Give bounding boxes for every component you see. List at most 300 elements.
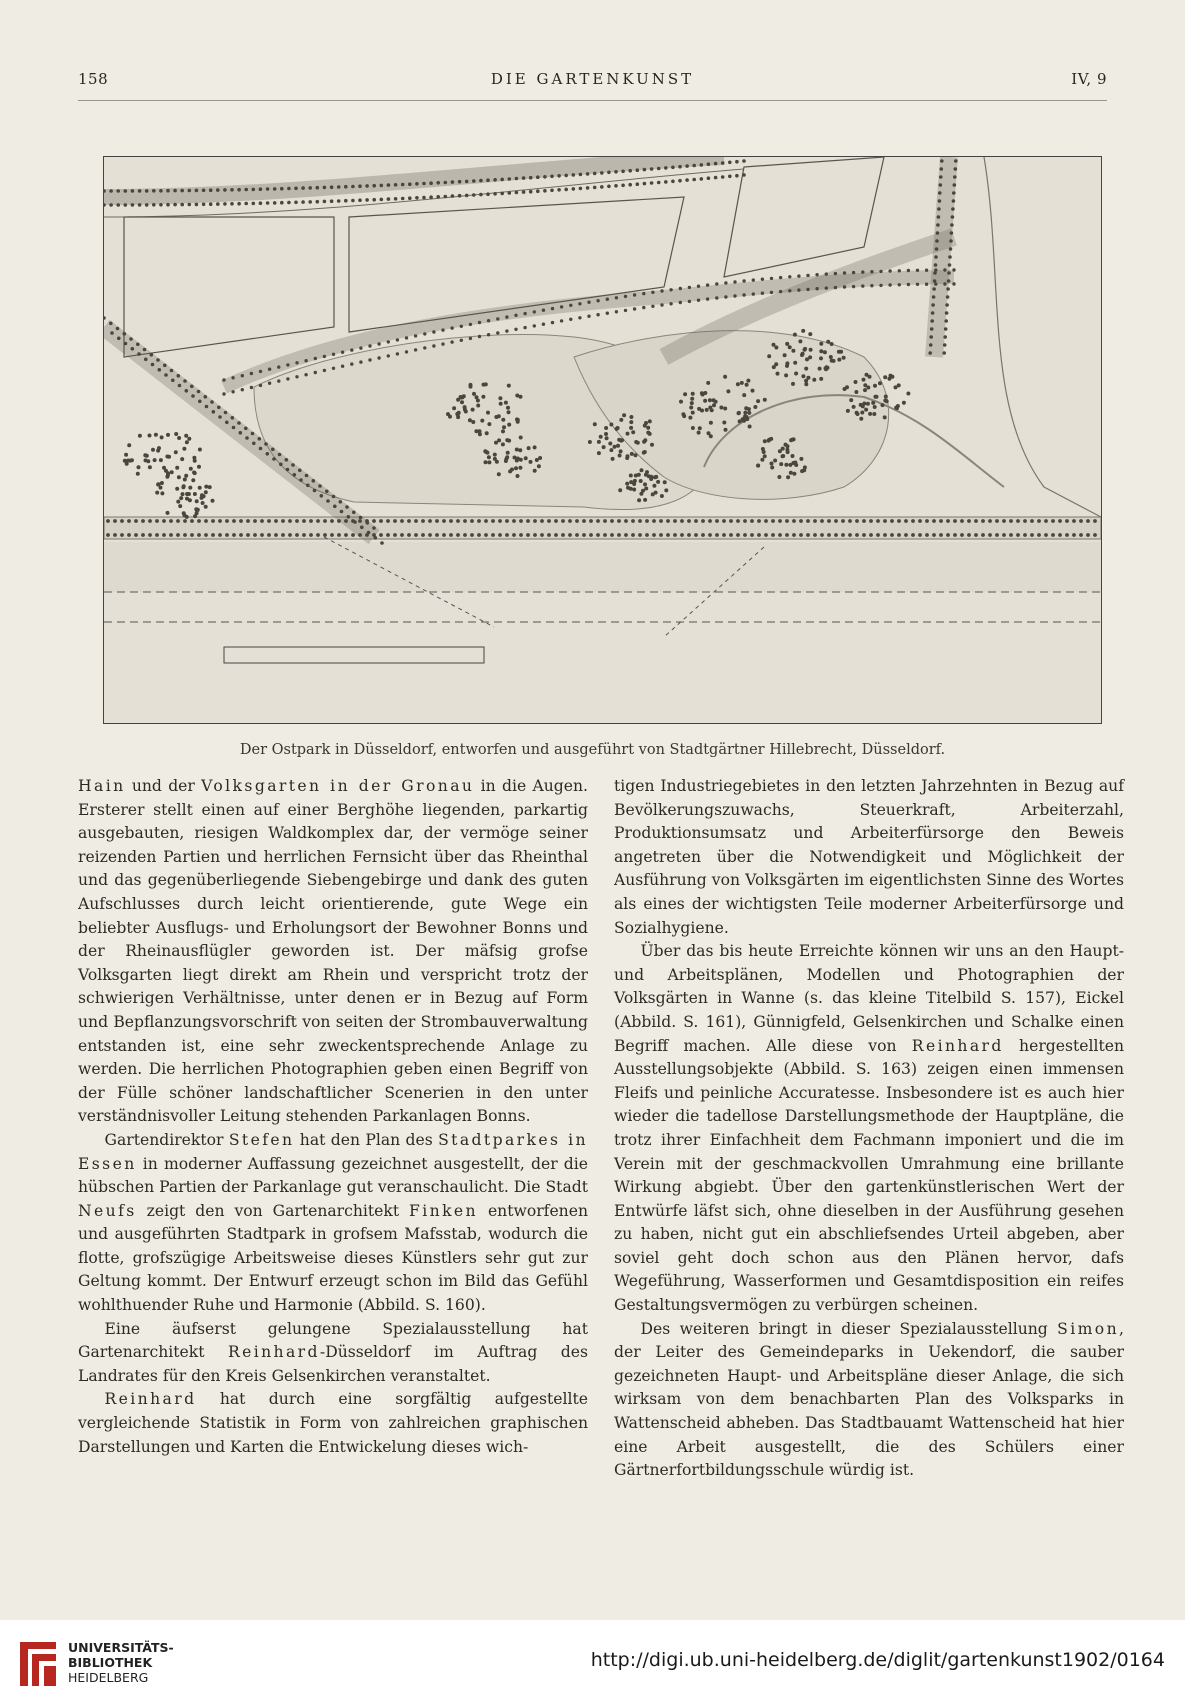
tree-dot [645, 519, 649, 523]
tree-dot [952, 282, 955, 285]
tree-dot [743, 411, 747, 415]
tree-dot [868, 412, 872, 416]
tree-dot [529, 460, 533, 464]
tree-dot [770, 466, 774, 470]
tree-dot [136, 343, 140, 347]
tree-dot [636, 168, 640, 172]
tree-dot [771, 533, 775, 537]
tree-dot [587, 315, 590, 318]
tree-dot [232, 519, 236, 523]
tree-dot [797, 288, 800, 291]
tree-dot [191, 394, 195, 398]
tree-dot [779, 290, 782, 293]
tree-dot [861, 270, 864, 273]
tree-dot [198, 448, 202, 452]
tree-dot [800, 469, 804, 473]
tree-dot [514, 466, 518, 470]
tree-dot [318, 484, 322, 488]
tree-dot [527, 446, 531, 450]
tree-dot [707, 176, 711, 180]
tree-dot [144, 358, 148, 362]
tree-dot [756, 399, 760, 403]
tree-dot [629, 426, 633, 430]
tree-dot [671, 166, 675, 170]
tree-dot [502, 425, 506, 429]
tree-dot [890, 375, 894, 379]
tree-dot [939, 175, 943, 179]
tree-dot [1023, 533, 1027, 537]
tree-dot [208, 485, 212, 489]
tree-dot [714, 400, 718, 404]
tree-dot [640, 468, 644, 472]
tree-dot [742, 173, 746, 177]
tree-dot [508, 177, 512, 181]
tree-dot [830, 342, 834, 346]
tree-dot [155, 519, 159, 523]
tree-dot [930, 327, 934, 331]
tree-dot [995, 519, 999, 523]
tree-dot [861, 284, 864, 287]
tree-dot [308, 200, 312, 204]
tree-dot [469, 337, 472, 340]
tree-dot [116, 327, 120, 331]
tree-dot [714, 176, 718, 180]
tree-dot [260, 519, 264, 523]
tree-dot [134, 533, 138, 537]
tree-dot [330, 533, 334, 537]
tree-dot [1051, 533, 1055, 537]
tree-dot [582, 533, 586, 537]
tree-dot [721, 161, 725, 165]
tree-dot [332, 367, 335, 370]
tree-dot [743, 533, 747, 537]
tree-dot [767, 354, 771, 358]
tree-dot [387, 354, 390, 357]
tree-dot [330, 199, 334, 203]
tree-dot [245, 436, 249, 440]
source-url-link[interactable]: http://digi.ub.uni-heidelberg.de/diglit/gartenkunst1902/0164 [590, 1649, 1165, 1671]
tree-dot [764, 519, 768, 523]
tree-dot [209, 188, 213, 192]
tree-dot [352, 511, 356, 515]
tree-dot [523, 326, 526, 329]
spaced-name: Hain [78, 777, 126, 795]
tree-dot [452, 406, 456, 410]
tree-dot [603, 533, 607, 537]
tree-dot [294, 201, 298, 205]
tree-dot [341, 365, 344, 368]
tree-dot [173, 203, 177, 207]
tree-dot [761, 447, 765, 451]
tree-dot [932, 287, 936, 291]
tree-dot [770, 277, 773, 280]
tree-dot [1065, 533, 1069, 537]
tree-dot [500, 178, 504, 182]
tree-dot [981, 533, 985, 537]
tree-dot [237, 188, 241, 192]
tree-dot [1093, 519, 1097, 523]
tree-dot [429, 181, 433, 185]
tree-dot [849, 398, 853, 402]
tree-dot [770, 462, 774, 466]
tree-dot [1072, 519, 1076, 523]
tree-dot [729, 533, 733, 537]
tree-dot [127, 533, 131, 537]
tree-dot [478, 321, 481, 324]
tree-dot [210, 400, 214, 404]
tree-dot [295, 361, 298, 364]
tree-dot [543, 175, 547, 179]
tree-dot [631, 519, 635, 523]
tree-dot [637, 498, 641, 502]
tree-dot [218, 533, 222, 537]
tree-dot [197, 533, 201, 537]
tree-dot [826, 366, 830, 370]
tree-dot [314, 357, 317, 360]
tree-dot [937, 215, 941, 219]
tree-dot [491, 533, 495, 537]
tree-dot [690, 401, 694, 405]
tree-dot [481, 395, 485, 399]
spaced-name: Reinhard [104, 1390, 197, 1409]
tree-dot [819, 356, 823, 360]
paragraph [614, 1318, 1124, 1483]
tree-dot [723, 375, 727, 379]
tree-dot [818, 367, 822, 371]
tree-dot [599, 435, 603, 439]
tree-dot [837, 358, 841, 362]
tree-dot [604, 426, 608, 430]
tree-dot [619, 449, 623, 453]
tree-dot [301, 200, 305, 204]
tree-dot [737, 411, 741, 415]
tree-dot [415, 182, 419, 186]
tree-dot [518, 448, 522, 452]
tree-dot [603, 519, 607, 523]
tree-dot [747, 411, 751, 415]
tree-dot [815, 273, 818, 276]
tree-dot [841, 533, 845, 537]
tree-dot [159, 189, 163, 193]
tree-dot [866, 402, 870, 406]
tree-dot [309, 533, 313, 537]
tree-dot [478, 432, 482, 436]
tree-dot [400, 533, 404, 537]
tree-dot [259, 447, 263, 451]
tree-dot [949, 247, 953, 251]
tree-dot [596, 299, 599, 302]
tree-dot [432, 330, 435, 333]
tree-dot [148, 465, 152, 469]
tree-dot [1016, 533, 1020, 537]
tree-dot [204, 519, 208, 523]
tree-dot [944, 319, 948, 323]
tree-dot [209, 202, 213, 206]
tree-dot [353, 520, 357, 524]
tree-dot [954, 159, 958, 163]
tree-dot [131, 189, 135, 193]
park-plan-drawing [104, 157, 1101, 723]
tree-dot [862, 533, 866, 537]
tree-dot [916, 269, 919, 272]
tree-dot [415, 196, 419, 200]
tree-dot [167, 455, 171, 459]
tree-dot [279, 463, 283, 467]
tree-dot [407, 519, 411, 523]
tree-dot [529, 190, 533, 194]
tree-dot [182, 447, 186, 451]
tree-dot [701, 519, 705, 523]
tree-dot [679, 287, 682, 290]
tree-dot [405, 336, 408, 339]
tree-dot [938, 191, 942, 195]
tree-dot [651, 305, 654, 308]
tree-dot [232, 426, 236, 430]
tree-dot [540, 533, 544, 537]
tree-dot [246, 519, 250, 523]
tree-dot [650, 167, 654, 171]
tree-dot [138, 203, 142, 207]
tree-dot [715, 282, 718, 285]
tree-dot [281, 519, 285, 523]
tree-dot [468, 418, 472, 422]
tree-dot [560, 319, 563, 322]
tree-dot [578, 316, 581, 319]
tree-dot [379, 519, 383, 523]
tree-dot [414, 519, 418, 523]
tree-dot [643, 438, 647, 442]
tree-dot [280, 187, 284, 191]
figure-caption: Der Ostpark in Düsseldorf, entworfen und ausgeführt von Stadtgärtner Hillebrecht, Düsseldorf. [239, 742, 946, 758]
tree-dot [888, 269, 891, 272]
tree-dot [394, 183, 398, 187]
tree-dot [761, 292, 764, 295]
tree-dot [326, 499, 330, 503]
tree-dot [879, 284, 882, 287]
tree-dot [486, 178, 490, 182]
tree-dot [109, 322, 113, 326]
tree-dot [421, 533, 425, 537]
tree-dot [697, 285, 700, 288]
tree-dot [1044, 533, 1048, 537]
tree-dot [309, 519, 313, 523]
tree-dot [654, 491, 658, 495]
tree-dot [722, 421, 726, 425]
tree-dot [204, 490, 208, 494]
tree-dot [195, 203, 199, 207]
tree-dot [641, 489, 645, 493]
tree-dot [252, 442, 256, 446]
tree-dot [1079, 519, 1083, 523]
tree-dot [605, 436, 609, 440]
spaced-name: Reinhard [911, 1036, 1004, 1055]
tree-dot [347, 515, 351, 519]
tree-dot [241, 374, 244, 377]
tree-dot [246, 533, 250, 537]
tree-dot [198, 400, 202, 404]
tree-dot [506, 451, 510, 455]
tree-dot [624, 309, 627, 312]
tree-dot [366, 521, 370, 525]
tree-dot [195, 499, 199, 503]
tree-dot [943, 335, 947, 339]
tree-dot [825, 272, 828, 275]
tree-dot [728, 161, 732, 165]
tree-dot [295, 533, 299, 537]
tree-dot [441, 328, 444, 331]
tree-dot [586, 172, 590, 176]
tree-dot [721, 175, 725, 179]
tree-dot [707, 162, 711, 166]
tree-dot [925, 269, 928, 272]
tree-dot [690, 397, 694, 401]
tree-dot [323, 533, 327, 537]
tree-dot [428, 533, 432, 537]
tree-dot [575, 519, 579, 523]
tree-dot [166, 189, 170, 193]
tree-dot [691, 426, 695, 430]
tree-dot [808, 332, 812, 336]
tree-dot [152, 203, 156, 207]
tree-dot [629, 415, 633, 419]
tree-dot [264, 442, 268, 446]
tree-dot [526, 519, 530, 523]
tree-dot [688, 416, 692, 420]
tree-dot [469, 323, 472, 326]
tree-dot [268, 368, 271, 371]
tree-dot [689, 406, 693, 410]
tree-dot [1030, 519, 1034, 523]
tree-dot [671, 180, 675, 184]
tree-dot [201, 501, 205, 505]
tree-dot [666, 519, 670, 523]
tree-dot [586, 186, 590, 190]
tree-dot [197, 519, 201, 523]
tree-dot [1002, 519, 1006, 523]
tree-dot [457, 411, 461, 415]
tree-dot [124, 453, 128, 457]
tree-dot [123, 332, 127, 336]
tree-dot [946, 295, 950, 299]
tree-dot [659, 533, 663, 537]
tree-dot [266, 201, 270, 205]
tree-dot [460, 339, 463, 342]
tree-dot [231, 416, 235, 420]
tree-dot [533, 324, 536, 327]
tree-dot [628, 169, 632, 173]
tree-dot [204, 395, 208, 399]
tree-dot [783, 353, 787, 357]
tree-dot [644, 473, 648, 477]
tree-dot [204, 485, 208, 489]
tree-dot [189, 467, 193, 471]
tree-dot [890, 533, 894, 537]
tree-dot [855, 519, 859, 523]
tree-dot [543, 189, 547, 193]
tree-dot [345, 505, 349, 509]
tree-dot [554, 533, 558, 537]
tree-dot [223, 188, 227, 192]
tree-dot [907, 269, 910, 272]
text-run: und der [125, 777, 202, 795]
tree-dot [953, 183, 957, 187]
tree-dot [950, 223, 954, 227]
tree-dot [522, 176, 526, 180]
tree-dot [834, 519, 838, 523]
tree-dot [507, 439, 511, 443]
tree-dot [250, 386, 253, 389]
tree-dot [932, 533, 936, 537]
tree-dot [377, 356, 380, 359]
text-run: Eine äufserst gelungene Spezialausstellung hat Gartenarchitekt [78, 1319, 588, 1362]
tree-dot [639, 479, 643, 483]
tree-dot [757, 519, 761, 523]
tree-dot [862, 519, 866, 523]
tree-dot [501, 418, 505, 422]
tree-dot [864, 408, 868, 412]
tree-dot [271, 448, 275, 452]
tree-dot [680, 533, 684, 537]
tree-dot [947, 279, 951, 283]
tree-dot [664, 488, 668, 492]
text-run: zeigt den von Gartenarchitekt [136, 1201, 410, 1220]
tree-dot [632, 488, 636, 492]
tree-dot [162, 466, 166, 470]
tree-dot [691, 392, 695, 396]
tree-dot [483, 449, 487, 453]
tree-dot [202, 189, 206, 193]
tree-dot [266, 187, 270, 191]
tree-dot [421, 519, 425, 523]
tree-dot [136, 472, 140, 476]
tree-dot [458, 194, 462, 198]
tree-dot [945, 311, 949, 315]
tree-dot [842, 356, 846, 360]
tree-dot [456, 519, 460, 523]
tree-dot [575, 533, 579, 537]
tree-dot [845, 385, 849, 389]
tree-dot [359, 360, 362, 363]
tree-dot [946, 287, 950, 291]
tree-dot [332, 353, 335, 356]
text-run: Gartendirektor [104, 1130, 229, 1149]
tree-dot [703, 399, 707, 403]
tree-dot [646, 426, 650, 430]
tree-dot [547, 519, 551, 523]
tree-dot [1030, 533, 1034, 537]
tree-dot [613, 445, 617, 449]
tree-dot [937, 207, 941, 211]
tree-dot [588, 440, 592, 444]
tree-dot [1009, 519, 1013, 523]
tree-dot [804, 367, 808, 371]
tree-dot [773, 459, 777, 463]
tree-dot [933, 271, 937, 275]
tree-dot [895, 406, 899, 410]
tree-dot [928, 351, 932, 355]
tree-dot [250, 372, 253, 375]
tree-dot [786, 475, 790, 479]
tree-dot [744, 406, 748, 410]
tree-dot [883, 519, 887, 523]
tree-dot [825, 286, 828, 289]
tree-dot [536, 189, 540, 193]
tree-dot [812, 378, 816, 382]
tree-dot [365, 184, 369, 188]
tree-dot [494, 441, 498, 445]
tree-dot [487, 333, 490, 336]
tree-dot [650, 181, 654, 185]
